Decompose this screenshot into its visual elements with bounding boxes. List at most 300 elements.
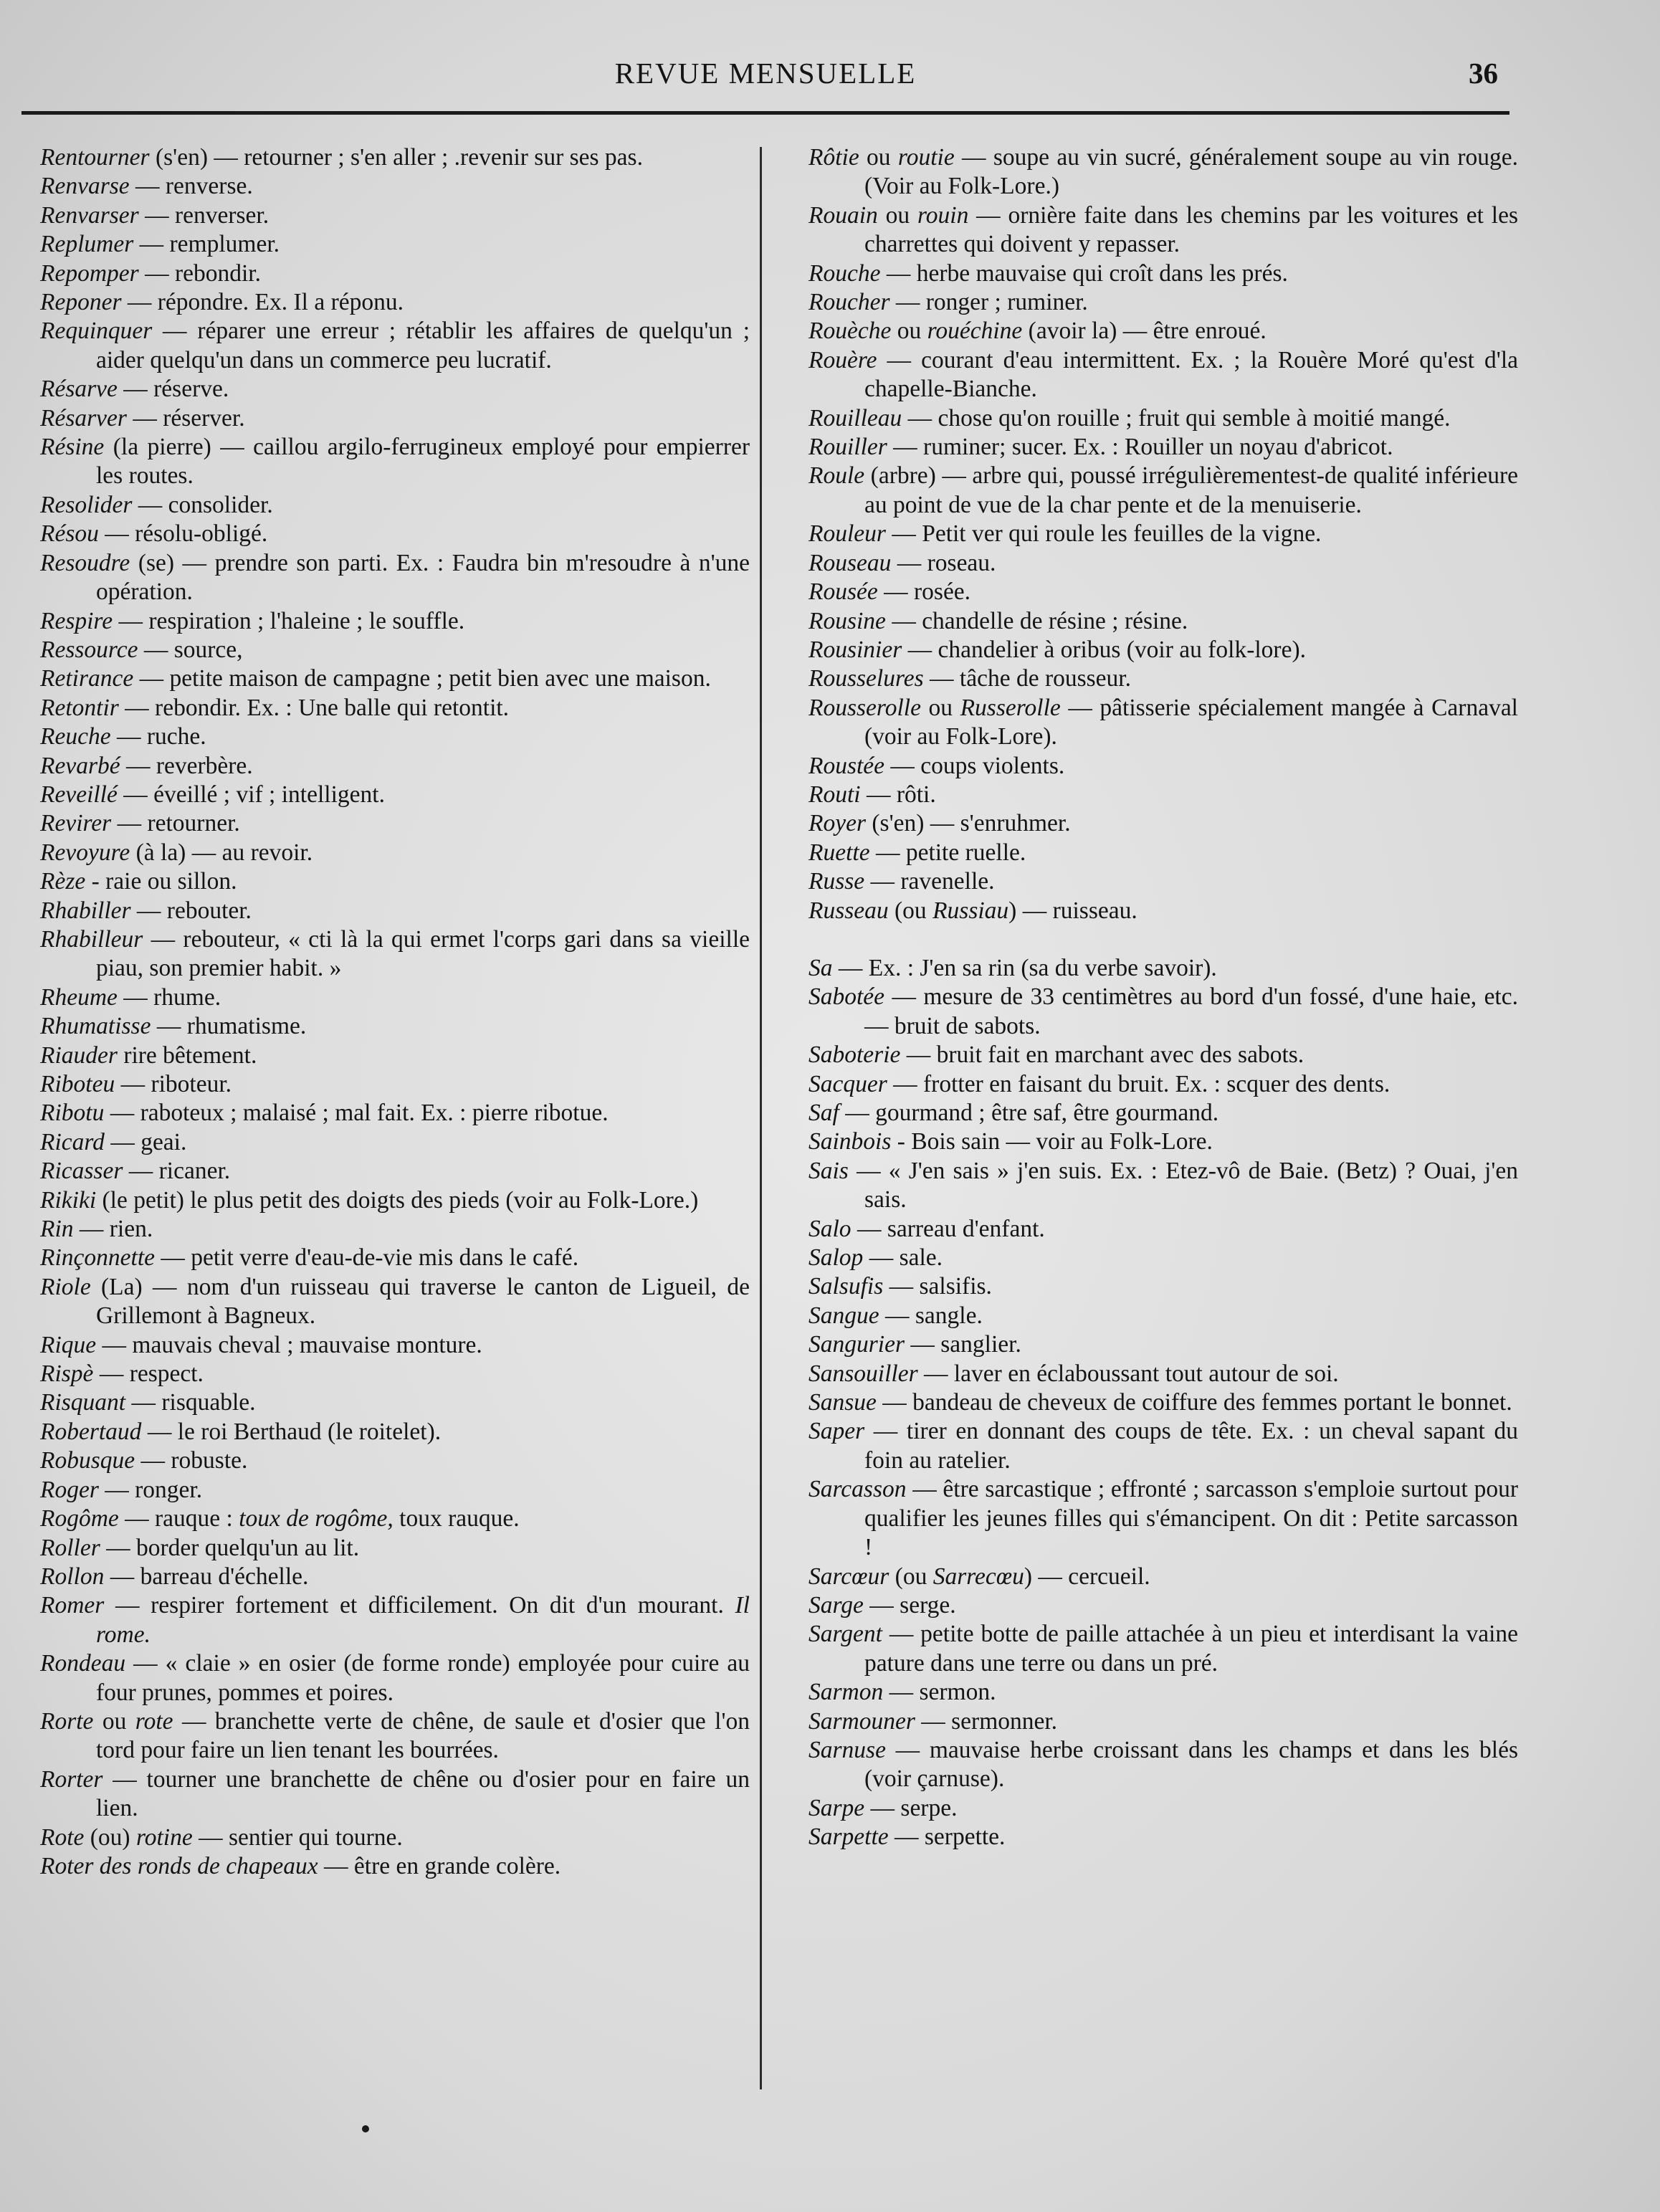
definition: — « claie » en osier (de forme ronde) employée pour cuire au four prunes, pommes et poires. xyxy=(96,1650,750,1706)
dictionary-entry xyxy=(40,1388,750,1417)
headword: Sansouiller xyxy=(808,1360,918,1387)
definition: — rôti. xyxy=(860,781,936,808)
dictionary-entry xyxy=(40,1244,750,1272)
definition: — réserve. xyxy=(117,376,229,403)
dictionary-entry xyxy=(808,143,1518,201)
dictionary-entry xyxy=(40,1070,750,1099)
dictionary-entry xyxy=(808,317,1518,345)
headword: Rondeau xyxy=(40,1650,126,1677)
dictionary-entry xyxy=(808,954,1518,983)
definition: — risquable. xyxy=(125,1389,256,1416)
italic-term: Russiau xyxy=(932,897,1009,924)
right-column xyxy=(808,143,1518,1852)
definition: — être en grande colère. xyxy=(318,1852,561,1879)
definition-continued: toux rauque. xyxy=(393,1505,520,1532)
definition: — ravenelle. xyxy=(864,868,995,895)
dictionary-entry xyxy=(808,752,1518,781)
definition: — bruit fait en marchant avec des sabots. xyxy=(900,1041,1304,1069)
definition: (s'en) — s'enruhmer. xyxy=(866,810,1071,837)
page-number: 36 xyxy=(1469,57,1498,90)
dictionary-entry xyxy=(808,201,1518,259)
dictionary-entry xyxy=(40,752,750,781)
dictionary-entry xyxy=(40,259,750,288)
headword: Roule xyxy=(808,462,865,490)
dictionary-entry xyxy=(808,1244,1518,1272)
headword: Sansue xyxy=(808,1389,877,1416)
definition: — renverse. xyxy=(129,173,253,200)
definition: (le petit) le plus petit des doigts des pieds (voir au Folk-Lore.) xyxy=(96,1186,699,1214)
headword: Renvarser xyxy=(40,201,139,229)
dictionary-entry xyxy=(40,781,750,809)
definition: — laver en éclaboussant tout autour de soi. xyxy=(917,1360,1339,1387)
headword: Reponer xyxy=(40,289,122,316)
dictionary-entry xyxy=(40,1128,750,1157)
dictionary-entry xyxy=(40,1157,750,1186)
headword: Rousine xyxy=(808,607,886,634)
headword: Rouleur xyxy=(808,520,886,548)
dictionary-entry xyxy=(40,664,750,693)
dictionary-entry xyxy=(40,1824,750,1852)
definition-continued: — soupe au vin sucré, généralement soupe au vin rouge. (Voir au Folk-Lore.) xyxy=(864,144,1518,200)
definition: — ricaner. xyxy=(123,1158,231,1185)
headword: Replumer xyxy=(40,231,134,258)
dictionary-entry xyxy=(808,1707,1518,1736)
dictionary-entry xyxy=(40,230,750,259)
headword: Rousselures xyxy=(808,665,924,692)
dictionary-entry xyxy=(808,1678,1518,1707)
headword: Rorte xyxy=(40,1707,94,1735)
headword: Rouiller xyxy=(808,434,887,461)
dictionary-entry xyxy=(40,1765,750,1824)
definition: — gourmand ; être saf, être gourmand. xyxy=(839,1100,1219,1126)
dictionary-entry xyxy=(808,983,1518,1041)
definition: — ronger. xyxy=(98,1476,203,1503)
dictionary-entry xyxy=(808,809,1518,838)
headword: Roucher xyxy=(808,289,890,316)
headword: Rhabilleur xyxy=(40,925,143,953)
definition: — barreau d'échelle. xyxy=(104,1563,309,1590)
headword: Salsufis xyxy=(808,1273,884,1300)
definition: — rebouteur, « cti là la qui ermet l'corps gari dans sa vieille piau, son premier habit. » xyxy=(96,925,750,982)
dictionary-entry xyxy=(808,636,1518,664)
headword: Saper xyxy=(808,1418,865,1445)
headword: Reuche xyxy=(40,723,111,750)
definition: — serge. xyxy=(863,1591,956,1619)
column-divider xyxy=(760,147,762,2089)
definition-continued: — sentier qui tourne. xyxy=(192,1824,403,1851)
dictionary-entry xyxy=(808,288,1518,317)
dictionary-entry xyxy=(808,781,1518,809)
definition: — reverbère. xyxy=(120,752,253,779)
italic-term: rotine xyxy=(135,1824,193,1851)
definition: — border quelqu'un au lit. xyxy=(100,1534,360,1561)
dictionary-entry xyxy=(40,1215,750,1244)
dictionary-entry xyxy=(40,809,750,838)
headword: Saf xyxy=(808,1100,839,1126)
headword: Rèze xyxy=(40,868,86,895)
headword: Sabotée xyxy=(808,983,885,1011)
definition: — éveillé ; vif ; intelligent. xyxy=(117,781,385,808)
definition: — retourner. xyxy=(111,810,240,837)
definition: — respiration ; l'haleine ; le souffle. xyxy=(113,607,465,634)
headword: Sargent xyxy=(808,1621,882,1648)
dictionary-entry xyxy=(40,433,750,491)
definition: — frotter en faisant du bruit. Ex. : scquer des dents. xyxy=(887,1070,1391,1097)
definition: — rosée. xyxy=(877,578,971,606)
definition: ou xyxy=(920,694,960,721)
headword: Rouère xyxy=(808,346,877,373)
definition: — réserver. xyxy=(126,404,245,432)
definition: — rebondir. Ex. : Une balle qui retontit. xyxy=(118,694,510,721)
headword: Revoyure xyxy=(40,839,130,866)
headword: Retirance xyxy=(40,665,134,692)
dictionary-entry xyxy=(808,1302,1518,1330)
italic-term: toux de rogôme, xyxy=(239,1505,393,1532)
definition: - Bois sain — voir au Folk-Lore. xyxy=(891,1128,1213,1155)
dictionary-entry xyxy=(40,694,750,723)
headword: Résou xyxy=(40,520,99,548)
headword: Sarpette xyxy=(808,1824,889,1851)
italic-term: routie xyxy=(897,144,955,171)
ink-dot xyxy=(362,2125,369,2132)
headword: Rhabiller xyxy=(40,897,131,924)
headword: Royer xyxy=(808,810,866,837)
definition: — répondre. Ex. Il a réponu. xyxy=(121,289,404,316)
headword: Sarpe xyxy=(808,1794,865,1821)
headword: Revirer xyxy=(40,810,112,837)
dictionary-entry xyxy=(808,1736,1518,1794)
italic-term: rouin xyxy=(917,201,969,229)
dictionary-entry xyxy=(40,1534,750,1563)
dictionary-entry xyxy=(808,1417,1518,1475)
definition: — tirer en donnant des coups de tête. Ex. : un cheval sapant du foin au ratelier. xyxy=(864,1418,1518,1474)
definition: — petite ruelle. xyxy=(869,839,1026,866)
page-header xyxy=(22,56,1509,99)
headword: Routi xyxy=(808,781,861,808)
headword: Russe xyxy=(808,868,865,895)
definition: — sangle. xyxy=(879,1302,983,1329)
definition: (ou) xyxy=(84,1824,136,1851)
headword: Sangue xyxy=(808,1302,879,1329)
definition-continued: (avoir la) — être enroué. xyxy=(1022,318,1267,345)
headword: Renvarse xyxy=(40,173,130,200)
headword: Rorter xyxy=(40,1765,103,1793)
left-column xyxy=(40,143,750,1881)
dictionary-entry xyxy=(40,1649,750,1707)
dictionary-entry xyxy=(40,1360,750,1388)
definition: — renverser. xyxy=(138,201,269,229)
dictionary-entry xyxy=(808,1157,1518,1215)
headword: Ricard xyxy=(40,1128,105,1155)
definition: — chandelier à oribus (voir au folk-lore). xyxy=(902,636,1306,663)
dictionary-entry xyxy=(808,839,1518,867)
headword: Risquant xyxy=(40,1389,126,1416)
headword: Roter des ronds de chapeaux xyxy=(40,1852,318,1879)
dictionary-entry xyxy=(40,867,750,896)
definition: — serpe. xyxy=(864,1794,958,1821)
headword: Rikiki xyxy=(40,1186,97,1214)
dictionary-entry xyxy=(808,867,1518,896)
dictionary-entry xyxy=(40,983,750,1012)
definition: — sermon. xyxy=(883,1679,996,1706)
dictionary-entry xyxy=(808,1360,1518,1388)
dictionary-entry xyxy=(40,1505,750,1533)
headword: Ricasser xyxy=(40,1158,123,1185)
dictionary-entry xyxy=(40,172,750,201)
definition: — chose qu'on rouille ; fruit qui semble à moitié mangé. xyxy=(902,404,1451,432)
headword: Sarge xyxy=(808,1591,864,1619)
dictionary-entry xyxy=(808,549,1518,578)
headword: Ribotu xyxy=(40,1100,105,1127)
headword: Romer xyxy=(40,1592,105,1619)
dictionary-entry xyxy=(40,1273,750,1331)
definition: (La) — nom d'un ruisseau qui traverse le canton de Ligueil, de Grillemont à Bagneux. xyxy=(90,1273,750,1330)
definition: — remplumer. xyxy=(133,231,280,258)
dictionary-entry xyxy=(808,897,1518,925)
headword: Roger xyxy=(40,1476,99,1503)
definition: — source, xyxy=(138,636,243,663)
dictionary-entry xyxy=(40,1852,750,1881)
headword: Sangurier xyxy=(808,1331,905,1358)
dictionary-entry xyxy=(808,1099,1518,1128)
headword: Roller xyxy=(40,1534,100,1561)
definition: (arbre) — arbre qui, poussé irrégulièrementest-de qualité inférieure au point de vue de la char pente et de la menuiserie. xyxy=(864,462,1518,518)
headword: Rouilleau xyxy=(808,404,902,432)
definition: (se) — prendre son parti. Ex. : Faudra bin m'resoudre à n'une opération. xyxy=(96,549,750,606)
italic-term: rouéchine xyxy=(927,318,1023,345)
definition: (s'en) — retourner ; s'en aller ; .revenir sur ses pas. xyxy=(149,144,643,171)
dictionary-entry xyxy=(808,1070,1518,1099)
definition: — petite maison de campagne ; petit bien avec une maison. xyxy=(133,665,711,692)
definition: — ruminer; sucer. Ex. : Rouiller un noyau d'abricot. xyxy=(887,434,1393,461)
definition: — tourner une branchette de chêne ou d'osier pour en faire un lien. xyxy=(96,1765,750,1822)
dictionary-entry xyxy=(40,1563,750,1591)
definition-continued: ) — ruisseau. xyxy=(1008,897,1137,924)
definition: — mauvais cheval ; mauvaise monture. xyxy=(96,1331,482,1358)
dictionary-entry xyxy=(808,259,1518,288)
headword: Rinçonnette xyxy=(40,1244,155,1272)
definition-continued: ) — cercueil. xyxy=(1024,1563,1150,1590)
definition: (la pierre) — caillou argilo-ferrugineux employé pour empierrer les routes. xyxy=(96,434,750,490)
dictionary-entry xyxy=(40,288,750,317)
headword: Sarcasson xyxy=(808,1476,907,1503)
dictionary-entry xyxy=(40,1012,750,1041)
headword: Rentourner xyxy=(40,144,150,171)
definition: — ronger ; ruminer. xyxy=(889,289,1088,316)
dictionary-entry xyxy=(808,1041,1518,1069)
dictionary-entry xyxy=(808,1620,1518,1678)
dictionary-entry xyxy=(40,143,750,172)
dictionary-entry xyxy=(40,607,750,636)
italic-term: rote xyxy=(135,1707,173,1735)
definition: (à la) — au revoir. xyxy=(130,839,313,866)
headword: Rogôme xyxy=(40,1505,119,1532)
dictionary-entry xyxy=(808,346,1518,404)
definition: — chandelle de résine ; résine. xyxy=(885,607,1188,634)
headword: Rôtie xyxy=(808,144,859,171)
headword: Respire xyxy=(40,607,113,634)
definition: — petite botte de paille attachée à un pieu et interdisant la vaine pature dans une terre ou dans un pré. xyxy=(864,1621,1518,1677)
headword: Resolider xyxy=(40,491,133,518)
dictionary-entry xyxy=(40,520,750,548)
dictionary-entry xyxy=(40,549,750,607)
headword: Rhumatisse xyxy=(40,1013,151,1040)
definition: — coups violents. xyxy=(884,752,1065,779)
dictionary-entry xyxy=(808,1475,1518,1562)
italic-term: Russerolle xyxy=(960,694,1061,721)
headword: Résine xyxy=(40,434,105,461)
dictionary-entry xyxy=(40,1099,750,1128)
definition: ou xyxy=(859,144,898,171)
definition: — sarreau d'enfant. xyxy=(851,1215,1045,1242)
definition: — robuste. xyxy=(135,1447,248,1474)
dictionary-entry xyxy=(808,1128,1518,1156)
headword: Repomper xyxy=(40,259,139,287)
definition: (ou xyxy=(889,1563,933,1590)
headword: Salop xyxy=(808,1244,864,1272)
definition: — consolider. xyxy=(132,491,273,518)
headword: Riole xyxy=(40,1273,91,1300)
definition: — respirer fortement et difficilement. On dit d'un mourant. xyxy=(104,1592,735,1619)
header-rule xyxy=(22,111,1509,115)
dictionary-entry xyxy=(808,404,1518,433)
dictionary-entry xyxy=(40,317,750,375)
headword: Sarmon xyxy=(808,1679,884,1706)
definition: — rebouter. xyxy=(130,897,252,924)
definition: — Ex. : J'en sa rin (sa du verbe savoir). xyxy=(832,954,1217,981)
headword: Riboteu xyxy=(40,1071,115,1097)
definition: — le roi Berthaud (le roitelet). xyxy=(141,1418,442,1445)
headword: Saboterie xyxy=(808,1041,901,1069)
headword: Riauder xyxy=(40,1041,118,1069)
dictionary-entry xyxy=(40,1331,750,1360)
headword: Russeau xyxy=(808,897,889,924)
headword: Ressource xyxy=(40,636,138,663)
definition: — tâche de rousseur. xyxy=(923,665,1131,692)
definition: — mauvaise herbe croissant dans les champs et dans les blés (voir çarnuse). xyxy=(864,1736,1518,1793)
dictionary-entry xyxy=(808,578,1518,606)
definition: — sanglier. xyxy=(905,1331,1021,1358)
definition: ou xyxy=(93,1707,135,1735)
headword: Résarver xyxy=(40,404,127,432)
italic-term: Il rome. xyxy=(96,1592,750,1648)
dictionary-entry xyxy=(40,925,750,983)
definition: — roseau. xyxy=(891,549,996,576)
headword: Rote xyxy=(40,1824,85,1851)
dictionary-entry xyxy=(40,201,750,230)
definition: rire bêtement. xyxy=(117,1041,257,1069)
dictionary-entry xyxy=(40,1041,750,1070)
headword: Rheume xyxy=(40,983,118,1011)
dictionary-entry xyxy=(808,1272,1518,1301)
definition: ou xyxy=(877,201,917,229)
headword: Resoudre xyxy=(40,549,130,576)
definition: — salsifis. xyxy=(883,1273,992,1300)
headword: Rique xyxy=(40,1331,97,1358)
definition: ou xyxy=(891,318,927,345)
dictionary-entry xyxy=(808,1823,1518,1851)
headword: Sacquer xyxy=(808,1070,887,1097)
dictionary-entry xyxy=(808,694,1518,752)
definition: — raboteux ; malaisé ; mal fait. Ex. : pierre ribotue. xyxy=(104,1100,609,1127)
dictionary-entry xyxy=(808,1330,1518,1359)
dictionary-entry xyxy=(40,375,750,404)
dictionary-entry xyxy=(808,1563,1518,1591)
definition: — sale. xyxy=(863,1244,943,1272)
headword: Roustée xyxy=(808,752,885,779)
headword: Rispè xyxy=(40,1360,94,1388)
dictionary-entry xyxy=(40,636,750,664)
headword: Rousée xyxy=(808,578,878,606)
headword: Rousserolle xyxy=(808,694,921,721)
headword: Rouain xyxy=(808,201,878,229)
dictionary-entry xyxy=(40,1707,750,1765)
definition: — ruche. xyxy=(110,723,206,750)
dictionary-entry xyxy=(808,520,1518,548)
headword: Retontir xyxy=(40,694,119,721)
dictionary-entry xyxy=(808,607,1518,636)
italic-term: Sarrecœu xyxy=(932,1563,1024,1590)
definition: — bandeau de cheveux de coiffure des femmes portant le bonnet. xyxy=(876,1389,1512,1416)
dictionary-entry xyxy=(40,897,750,925)
dictionary-entry xyxy=(808,1215,1518,1244)
headword: Sarnuse xyxy=(808,1736,886,1763)
definition: — serpette. xyxy=(888,1824,1006,1851)
headword: Salo xyxy=(808,1215,852,1242)
definition: — rhumatisme. xyxy=(151,1013,307,1040)
headword: Rouèche xyxy=(808,318,892,345)
definition-continued: — ornière faite dans les chemins par les voitures et les charrettes qui doivent y repasser. xyxy=(864,201,1518,258)
dictionary-entry xyxy=(40,404,750,433)
dictionary-entry xyxy=(40,1446,750,1475)
definition: — mesure de 33 centimètres au bord d'un fossé, d'une haie, etc. — bruit de sabots. xyxy=(864,983,1518,1039)
definition: — être sarcastique ; effronté ; sarcasson s'emploie surtout pour qualifier les jeunes filles qui s'émancipent. On dit : Petite sarcasson ! xyxy=(864,1476,1518,1561)
definition: — rauque : xyxy=(118,1505,239,1532)
definition: — riboteur. xyxy=(115,1071,232,1097)
dictionary-entry xyxy=(40,491,750,520)
headword: Revarbé xyxy=(40,752,120,779)
definition: — courant d'eau intermittent. Ex. ; la Rouère Moré qu'est d'la chapelle-Bianche. xyxy=(864,346,1518,403)
headword: Sais xyxy=(808,1157,849,1184)
headword: Sarcœur xyxy=(808,1563,889,1590)
headword: Reveillé xyxy=(40,781,118,808)
dictionary-entry xyxy=(40,1418,750,1446)
journal-title: REVUE MENSUELLE xyxy=(614,57,917,90)
dictionary-entry xyxy=(40,1591,750,1649)
headword: Robertaud xyxy=(40,1418,142,1445)
definition: — respect. xyxy=(93,1360,204,1388)
definition: (ou xyxy=(888,897,933,924)
headword: Ruette xyxy=(808,839,870,866)
headword: Rousinier xyxy=(808,636,902,663)
definition: — herbe mauvaise qui croît dans les prés. xyxy=(880,259,1288,287)
definition: — rhume. xyxy=(117,983,221,1011)
headword: Robusque xyxy=(40,1447,135,1474)
dictionary-entry xyxy=(808,462,1518,520)
headword: Sarmouner xyxy=(808,1707,915,1735)
definition: — « J'en sais » j'en suis. Ex. : Etez-vô de Baie. (Betz) ? Ouai, j'en sais. xyxy=(848,1157,1518,1214)
definition-continued: — pâtisserie spécialement mangée à Carnaval (voir au Folk-Lore). xyxy=(864,694,1518,750)
definition: — rien. xyxy=(73,1216,153,1243)
headword: Sa xyxy=(808,954,833,981)
definition: — Petit ver qui roule les feuilles de la vigne. xyxy=(885,520,1322,548)
definition: — résolu-obligé. xyxy=(98,520,268,548)
dictionary-entry xyxy=(40,1476,750,1505)
dictionary-entry xyxy=(40,839,750,867)
dictionary-entry xyxy=(808,1591,1518,1620)
headword: Sainbois xyxy=(808,1128,892,1155)
dictionary-entry xyxy=(808,1388,1518,1417)
